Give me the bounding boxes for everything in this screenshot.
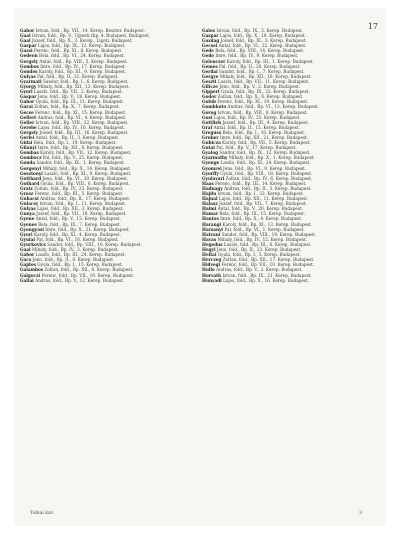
entry-text: Jeno, fold., Bp. VI., 20. Kerep. Budapest. xyxy=(42,175,129,181)
entry-name: Gedo xyxy=(202,53,214,59)
entry-text: Lajos, fold., Bp. IX., 12. Kerep. Budapest. xyxy=(37,43,126,49)
entry-text: Laszlo, fold., Bp. VII., 11. Kerep. Budapest. xyxy=(217,78,310,84)
entry-name: Hajdu xyxy=(202,191,217,196)
entry-text: Jozsef, fold., Bp. VII., 18. Kerep. Budapest. xyxy=(36,211,127,217)
entry-name: Gyarmati xyxy=(20,78,42,84)
entry-name: Hajnal xyxy=(202,196,218,202)
entry-name: Gutai xyxy=(202,145,215,151)
entry-name: Gyori xyxy=(20,231,33,237)
entry-text: Karoly, fold., Bp. VII., 5. Kerep. Budapest. xyxy=(222,140,311,146)
entry-name: Gyorgy xyxy=(20,84,37,90)
entry-name: Galgoczi xyxy=(20,272,41,278)
entry-name: Gaal xyxy=(20,33,31,39)
entry-text: Istvan, fold., Bp. VIII., 22. Kerep. Budapest. xyxy=(35,119,129,125)
entry-text: Mihaly, fold., Bp. XII., 13. Kerep. Budapest. xyxy=(37,84,130,90)
entry-name: Gothard xyxy=(20,180,40,186)
entry-text: Zoltan, fold., Bp. IV., 6. Kerep. Budapest. xyxy=(225,175,313,181)
directory-entry xyxy=(202,278,370,283)
entry-name: Graf xyxy=(202,124,213,130)
entry-text: Jeno, fold., Bp. V., 18. Kerep. Budapest. xyxy=(37,94,122,100)
entry-name: Gubacsi xyxy=(20,196,39,202)
entry-name: Halasz xyxy=(202,201,218,207)
entry-name: Gyene xyxy=(20,216,35,222)
entry-text: Istvan, fold., Bp. VIII., 8. Kerep. Budapest. xyxy=(217,109,308,115)
entry-name: Gyalog xyxy=(202,150,219,156)
entry-name: Gecsei xyxy=(202,43,218,49)
directory-entry xyxy=(20,278,188,283)
entry-text: Laszlo, fold., Bp. VII., 2. Kerep. Budapest. xyxy=(33,89,123,95)
entry-name: Gelencser xyxy=(202,58,226,64)
entry-text: Zoltan, fold., Bp. X., 6. Kerep. Budapest. xyxy=(217,94,304,100)
entry-name: Gazdag xyxy=(202,38,220,44)
entry-name: Herczeg xyxy=(202,257,222,263)
entry-text: Mihaly, fold., Bp. X., 1. Kerep. Budapest. xyxy=(228,155,315,161)
entry-name: Gondos xyxy=(20,68,38,74)
entry-text: Bela, fold., Bp. VIII., 14. Kerep. Budapest. xyxy=(215,48,305,54)
entry-name: Gallai xyxy=(20,277,34,283)
entry-text: Karoly, fold., Bp. VII., 12. Kerep. Budapest. xyxy=(40,150,132,156)
entry-text: Jozsef, fold., Bp. VII., 7. Kerep. Budapest. xyxy=(219,201,307,207)
entry-text: Karoly, fold., Bp. III., 1. Kerep. Budapest. xyxy=(226,58,315,64)
entry-text: Antal, fold., Bp. VI., 22. Kerep. Budapest. xyxy=(218,43,307,49)
entry-text: Sandor, fold., Bp. VIII., 19. Kerep. Budapest. xyxy=(221,231,317,237)
entry-text: Istvan, fold., Bp. I., 11. Kerep. Budapest. xyxy=(39,201,127,207)
entry-name: Gerdai xyxy=(202,68,218,74)
entry-name: Heltai xyxy=(202,252,217,258)
entry-name: Hunyadi xyxy=(202,277,222,283)
entry-text: Istvan, fold., Bp. I., 22. Kerep. Budapest. xyxy=(217,191,304,196)
entry-name: Gabor xyxy=(20,99,35,105)
entry-name: Gilanyi xyxy=(20,145,37,151)
entry-name: Greguss xyxy=(202,129,222,135)
entry-name: Hantos xyxy=(202,216,219,222)
entry-text: Imre, fold., Bp. X., 4. Kerep. Budapest. xyxy=(220,216,303,222)
entry-text: Karoly, fold., Bp. XI., 13. Kerep. Budapest. xyxy=(222,221,313,227)
entry-name: Gyongyosi xyxy=(20,226,44,232)
entry-name: Gergye xyxy=(202,73,219,79)
entry-text: Bela, fold., Bp. I., 19. Kerep. Budapest. xyxy=(33,140,117,146)
entry-text: Gyula, fold., Bp. VIII., 18. Kerep. Budapest. xyxy=(220,170,313,176)
entry-text: Imre, fold., Bp. IV., 17. Kerep. Budapest. xyxy=(40,63,127,69)
entry-name: Gottlieb xyxy=(202,119,222,125)
entry-text: Gyula, fold., Bp. VIII., 6. Kerep. Budapest. xyxy=(40,180,130,186)
entry-text: Antal, fold., Bp. V., 20. Kerep. Budapest. xyxy=(217,206,303,212)
entry-name: Geszti xyxy=(202,78,217,84)
entry-name: Gaspar xyxy=(20,43,37,49)
entry-text: Lajos, fold., Bp. IV., 10. Kerep. Budapest. xyxy=(38,124,125,130)
entry-text: Antal, fold., Bp. VIII., 5. Kerep. Budapest. xyxy=(39,58,128,64)
entry-name: Gemes xyxy=(202,63,218,69)
entry-name: Gaal xyxy=(20,38,31,44)
entry-name: Haas xyxy=(202,180,214,186)
entry-name: Gabor xyxy=(20,252,35,258)
entry-text: Antal, fold., Bp. II., 3. Kerep. Budapest. xyxy=(35,134,120,140)
entry-name: Harsanyi xyxy=(202,226,224,232)
page-number: 17 xyxy=(367,22,378,31)
entry-text: Mihaly, fold., Bp. XII., 16. Kerep. Budapest. xyxy=(219,73,312,79)
entry-name: Harangi xyxy=(202,221,222,227)
entry-name: Horvath xyxy=(202,272,222,278)
entry-text: Ferenc, fold., Bp. VII., 19. Kerep. Budapest. xyxy=(41,272,135,278)
entry-name: Gerlei xyxy=(20,134,35,140)
entry-name: Grosz xyxy=(20,191,34,196)
entry-name: Gombkoto xyxy=(202,104,227,110)
entry-name: Gippert xyxy=(202,89,220,95)
entry-text: Bela, fold., Bp. VI., 24. Kerep. Budapest. xyxy=(39,53,125,59)
entry-text: Imre, fold., Bp. XII., 21. Kerep. Budapest. xyxy=(219,134,309,140)
entry-text: Laszlo, fold., Bp. XI., 24. Kerep. Budapest. xyxy=(220,160,311,166)
entry-text: Antal, fold., Bp. V., 13. Kerep. Budapest. xyxy=(35,216,122,222)
entry-name: Gergely xyxy=(20,58,39,64)
entry-name: Garai xyxy=(20,104,33,110)
entry-text: Andras, fold., Bp. II., 17. Kerep. Budapest. xyxy=(40,196,131,202)
entry-name: Gyulai xyxy=(20,236,35,242)
footer-mark: 3 xyxy=(359,511,362,516)
entry-text: Sandor, fold., Bp. IX., 12. Kerep. Budapest. xyxy=(219,150,311,156)
entry-name: Gombas xyxy=(20,150,39,156)
entry-text: Jozsef, fold., Bp. III., 4. Kerep. Budapest. xyxy=(222,119,309,125)
entry-name: Gyori xyxy=(20,89,33,95)
entry-name: Gellert xyxy=(20,114,37,120)
entry-name: Gidai xyxy=(20,140,33,146)
entry-text: Bela, fold., Bp. I., 10. Kerep. Budapest. xyxy=(222,129,306,135)
entry-text: Lajos, fold., Bp. IV., 25. Kerep. Budapest. xyxy=(213,114,301,120)
entry-text: Mihaly, fold., Bp. IV., 3. Kerep. Budapest. xyxy=(31,247,119,253)
entry-name: Gyomrei xyxy=(202,165,222,171)
entry-text: Imre, fold., Bp. X., 21. Kerep. Budapest. xyxy=(45,226,131,232)
entry-name: Gilicze xyxy=(202,84,218,90)
right-column xyxy=(202,28,370,283)
entry-text: Pal, fold., Bp. II., 21. Kerep. Budapest. xyxy=(37,73,119,79)
entry-name: Gorgenyi xyxy=(20,165,42,171)
entry-name: Gonda xyxy=(20,160,36,166)
entry-name: Gerebe xyxy=(20,124,37,130)
entry-name: Havas xyxy=(202,236,217,242)
entry-name: Gulyas xyxy=(20,73,36,79)
entry-text: Karoly, fold., Bp. XI., 4. Kerep. Budapest. xyxy=(33,231,121,237)
entry-text: Zoltan, fold., Bp. X., 7. Kerep. Budapest. xyxy=(34,104,120,110)
entry-name: Gecse xyxy=(20,109,34,115)
entry-name: Gergely xyxy=(20,129,39,135)
entry-text: Gyula, fold., Bp. I., 15. Kerep. Budapest. xyxy=(37,262,123,268)
entry-text: Imre, fold., Bp. XII., 8. Kerep. Budapest. xyxy=(37,145,124,151)
entry-name: Gyarmathy xyxy=(202,155,228,161)
entry-name: Hidvegi xyxy=(202,262,221,268)
entry-text: Laszlo, fold., Bp. III., 24. Kerep. Budapest. xyxy=(35,252,126,258)
entry-text: Andras, fold., Bp. V., 2. Kerep. Budapest. xyxy=(216,267,303,273)
entry-name: Hadnagy xyxy=(202,185,223,191)
entry-text: Andras, fold., Bp. VI., 13. Kerep. Budapest. xyxy=(227,104,319,110)
entry-text: Gyula, fold., Bp. IX., 23. Kerep. Budapest. xyxy=(221,89,310,95)
left-column xyxy=(20,28,188,283)
entry-text: Jeno, fold., Bp. II., 23. Kerep. Budapest. xyxy=(216,247,302,253)
entry-text: Gyula, fold., Bp. I., 5. Kerep. Budapest. xyxy=(217,252,301,258)
entry-text: Andras, fold., Bp. V., 12. Kerep. Budapest. xyxy=(35,277,125,283)
entry-text: Gyula, fold., Bp. IX., 11. Kerep. Budapest. xyxy=(35,99,125,105)
entry-text: Istvan, fold., Bp. IX., 21. Kerep. Budapest. xyxy=(222,272,312,278)
entry-text: Ferenc, fold., Bp. VII., 10. Kerep. Budapest. xyxy=(221,262,315,268)
entry-text: Sandor, fold., Bp. I., 6. Kerep. Budapest. xyxy=(42,78,129,84)
entry-name: Gazsi xyxy=(20,48,33,54)
entry-name: Gulyas xyxy=(20,206,36,212)
entry-name: Hollo xyxy=(202,267,215,273)
entry-text: Bela, fold., Bp. IX., 7. Kerep. Budapest. xyxy=(38,221,122,227)
entry-text: Mihaly, fold., Bp. IV., 12. Kerep. Budapest. xyxy=(217,236,308,242)
entry-name: Gyurkovics xyxy=(20,241,46,247)
entry-text: Jozsef, fold., Bp. X., 3. Kerep., Ligeti, Budapest. xyxy=(31,38,133,44)
entry-text: Jeno, fold., Bp. VI., 9. Kerep. Budapest. xyxy=(223,165,307,171)
entry-name: Hegedus xyxy=(202,241,223,247)
entry-text: Pal, fold., Bp. VI., 16. Kerep. Budapest. xyxy=(36,236,120,242)
entry-name: Hamar xyxy=(202,211,219,217)
entry-text: Istvan, fold., Bp. V., Ujpesti rkp. 4. Budapest, Budapest. xyxy=(31,33,151,39)
entry-text: Ferenc, fold., Bp. III., 5. Kerep. Budapest. xyxy=(34,191,124,196)
entry-name: Gaal xyxy=(20,247,31,253)
entry-text: Ferenc, fold., Bp. XI., 8. Kerep. Budapest. xyxy=(33,48,123,54)
entry-text: Zoltan, fold., Bp. XII., 17. Kerep. Budapest. xyxy=(222,257,315,263)
entry-text: Antal, fold., Bp. II., 15. Kerep. Budapest. xyxy=(213,124,300,130)
entry-name: Gedeon xyxy=(20,53,38,59)
entry-name: Gombos xyxy=(20,63,39,69)
entry-text: Jozsef, fold., Bp. III., 16. Kerep. Budapest. xyxy=(39,129,129,135)
entry-name: Gratz xyxy=(20,185,33,191)
entry-text: Jozsef, fold., Bp. XI., 3. Kerep. Budapest. xyxy=(220,38,307,44)
entry-text: Ferenc, fold., Bp. XI., 15. Kerep. Budapest. xyxy=(35,109,127,115)
entry-text: Jeno, fold., Bp. V., 2. Kerep. Budapest. xyxy=(219,84,301,90)
entry-text: Pal, fold., Bp. VI., 1. Kerep. Budapest. xyxy=(224,226,305,232)
entry-text: Zoltan, fold., Bp. IV., 23. Kerep. Budapest. xyxy=(34,185,124,191)
entry-text: Sandor, fold., Bp. I., 7. Kerep. Budapest. xyxy=(219,68,305,74)
entry-name: Gubicza xyxy=(202,140,221,146)
entry-name: Gede xyxy=(202,48,214,54)
entry-name: Gosztonyi xyxy=(20,170,43,176)
entry-name: Gyorffy xyxy=(202,170,219,176)
entry-text: Andras, fold., Bp. VI., 4. Kerep. Budapest. xyxy=(37,114,127,120)
entry-name: Gyenge xyxy=(202,160,220,166)
entry-text: Pal, fold., Bp. II., 20. Kerep. Budapest. xyxy=(219,63,301,69)
entry-text: Imre, fold., Bp. IV., 9. Kerep. Budapest. xyxy=(215,53,299,59)
entry-name: Gyulavari xyxy=(202,175,225,181)
entry-name: Gaspar xyxy=(20,94,37,100)
entry-text: Pal, fold., Bp. V., 25. Kerep. Budapest. xyxy=(42,155,124,161)
entry-text: Lajos, fold., Bp. X., 16. Kerep. Budapest. xyxy=(223,277,310,283)
entry-name: Gotthard xyxy=(20,175,42,181)
entry-text: Istvan, fold., Bp. VII., 14. Kerep. Beszter. Budapest. xyxy=(35,28,145,33)
entry-text: Istvan, fold., Bp. IX., 5. Kerep. Budapest. xyxy=(216,28,304,33)
entry-text: Ferenc, fold., Bp. XI., 19. Kerep. Budapest. xyxy=(217,99,309,105)
entry-text: Laszlo, fold., Bp. XI., 9. Kerep. Budapest. xyxy=(44,170,132,176)
entry-name: Gruber xyxy=(202,134,219,140)
entry-name: Gorog xyxy=(202,109,217,115)
entry-text: Sandor, fold., Bp. IX., 1. Kerep. Budapest. xyxy=(36,160,125,166)
entry-name: Hatvani xyxy=(202,231,221,237)
entry-text: Karoly, fold., Bp. III., 9. Kerep. Budapest. xyxy=(38,68,127,74)
entry-text: Laszlo, fold., Bp. III., 8. Kerep. Budapest. xyxy=(223,241,312,247)
entry-name: Gacs xyxy=(20,257,32,263)
entry-name: Halmi xyxy=(202,206,217,212)
entry-text: Bela, fold., Bp. IX., 15. Kerep. Budapest. xyxy=(219,211,306,217)
entry-text: Mihaly, fold., Bp. X., 14. Kerep. Budapest. xyxy=(42,165,132,171)
entry-name: Gombocz xyxy=(20,155,42,161)
entry-text: Zoltan, fold., Bp. XII., 6. Kerep. Budapest. xyxy=(44,267,134,273)
entry-name: Galambos xyxy=(20,267,44,273)
entry-name: Godor xyxy=(202,94,217,100)
document-page xyxy=(14,8,386,526)
entry-text: Lajos, fold., Bp. X., 18. Kerep. Budapest. xyxy=(219,33,306,39)
entry-text: Pal, fold., Bp. V., 17. Kerep. Budapest. xyxy=(216,145,297,151)
entry-text: Sandor, fold., Bp. VIII., 10. Kerep. Budapest. xyxy=(47,241,142,247)
entry-name: Geller xyxy=(20,119,35,125)
entry-text: Jeno, fold., Bp. II., 8. Kerep. Budapest. xyxy=(32,257,115,263)
entry-name: Gulacsy xyxy=(20,201,39,207)
entry-name: Gaspar xyxy=(202,33,219,39)
entry-name: Galos xyxy=(202,28,216,33)
entry-text: Lajos, fold., Bp. XII., 11. Kerep. Budapest. xyxy=(218,196,309,202)
entry-name: Golub xyxy=(202,99,216,105)
entry-text: Andras, fold., Bp. II., 3. Kerep. Budapest. xyxy=(224,185,312,191)
entry-name: Gunya xyxy=(20,211,35,217)
entry-name: Gosi xyxy=(202,114,213,120)
footer-signature: Tolnai kav. xyxy=(30,511,55,516)
entry-text: Lajos, fold., Bp. XII., 2. Kerep. Budapest. xyxy=(37,206,124,212)
entry-name: Gabor xyxy=(20,28,35,33)
entry-text: Ferenc, fold., Bp. III., 14. Kerep. Budapest. xyxy=(215,180,307,186)
entry-name: Gyenes xyxy=(20,221,37,227)
entry-name: Hegyi xyxy=(202,247,216,253)
entry-name: Gajdos xyxy=(20,262,36,268)
